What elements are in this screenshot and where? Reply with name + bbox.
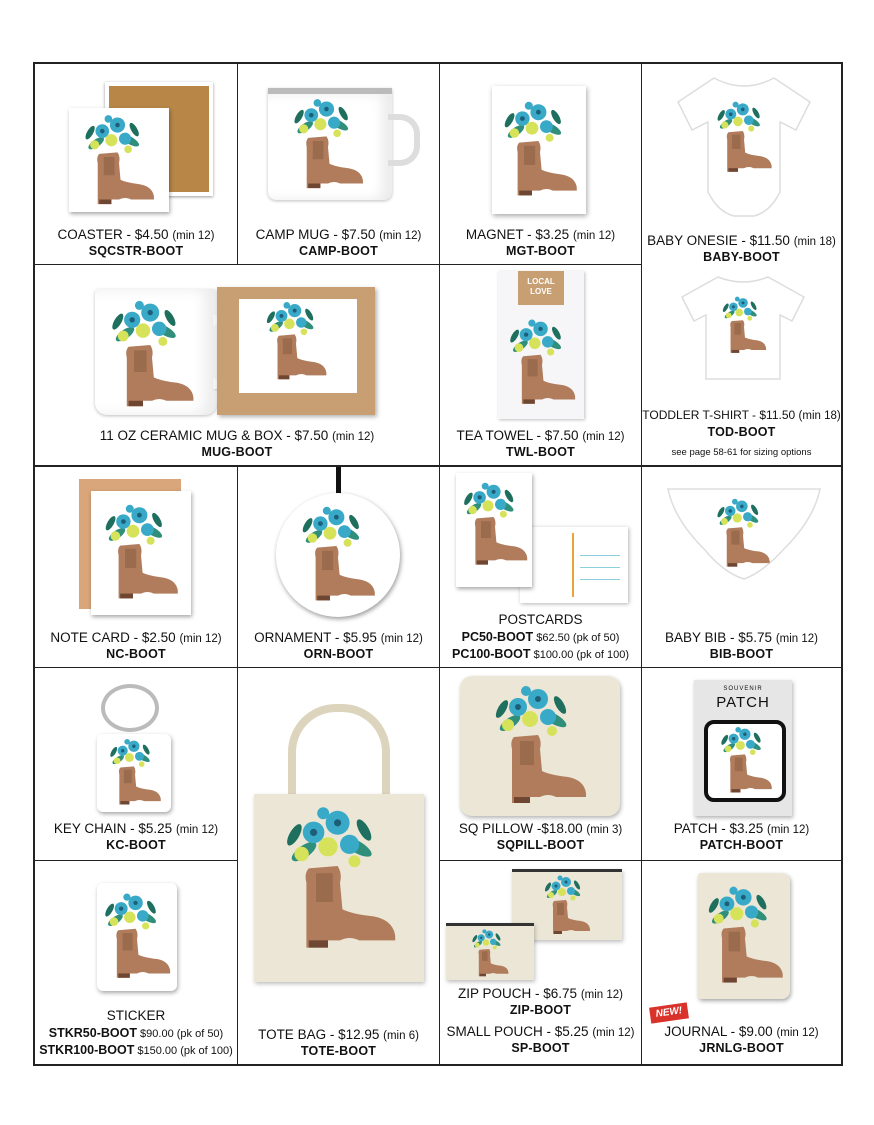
journal-image — [698, 873, 790, 999]
product-min: (min 12) — [775, 633, 819, 645]
product-name: JOURNAL - $9.00 — [664, 1024, 773, 1039]
product-name: CAMP MUG - $7.50 — [255, 227, 376, 242]
tote-bag-image — [254, 794, 424, 982]
product-baby-bib[interactable] — [642, 467, 841, 667]
boot-artwork-icon — [506, 317, 578, 407]
camp-mug-handle — [388, 114, 420, 166]
patch-image — [704, 720, 786, 802]
pillow-image — [460, 676, 620, 816]
boot-artwork-icon — [290, 98, 366, 190]
boot-artwork-icon — [542, 874, 592, 936]
coaster-image — [69, 108, 169, 212]
product-min: (min 12) — [379, 230, 422, 242]
product-min: (min 12) — [175, 824, 219, 836]
product-code: ZIP-BOOT — [509, 1003, 572, 1017]
postcard-front-image — [456, 473, 532, 587]
boot-artwork-icon — [263, 301, 329, 381]
boot-artwork-icon — [81, 114, 157, 206]
sticker-image — [97, 883, 177, 991]
product-name: BABY ONESIE - $11.50 — [647, 233, 790, 248]
product-name: 11 OZ CERAMIC MUG & BOX - $7.50 — [99, 428, 329, 443]
product-name: MAGNET - $3.25 — [465, 227, 570, 242]
product-name: KEY CHAIN - $5.25 — [53, 821, 173, 836]
boot-artwork-icon — [714, 497, 772, 569]
product-code: JRNLG-BOOT — [699, 1041, 784, 1055]
camp-mug-image — [268, 88, 392, 200]
product-min: (min 12) — [172, 230, 215, 242]
new-badge: NEW! — [649, 1002, 689, 1023]
boot-artwork-icon — [460, 481, 530, 567]
product-patch[interactable] — [642, 668, 841, 860]
sticker-title: STICKER — [106, 1008, 166, 1023]
product-name: ZIP POUCH - $6.75 — [458, 986, 578, 1001]
product-min: (min 12) — [582, 431, 625, 443]
product-min: (min 18) — [793, 236, 836, 248]
product-ornament[interactable] — [238, 467, 439, 667]
product-code: SP-BOOT — [511, 1041, 570, 1055]
product-name: NOTE CARD - $2.50 — [50, 630, 176, 645]
boot-artwork-icon — [107, 299, 197, 409]
product-name: PATCH - $3.25 — [673, 821, 764, 836]
product-ceramic-mug[interactable] — [35, 265, 439, 465]
product-name: TEA TOWEL - $7.50 — [456, 428, 579, 443]
product-code: BIB-BOOT — [709, 647, 774, 661]
product-name: BABY BIB - $5.75 — [664, 630, 773, 645]
product-min: (min 6) — [383, 1030, 419, 1042]
postcards-title: POSTCARDS — [498, 612, 583, 627]
boot-artwork-icon — [107, 738, 163, 806]
product-tea-towel[interactable] — [440, 265, 641, 465]
product-code: CAMP-BOOT — [299, 244, 378, 258]
product-min: (min 12) — [332, 431, 375, 443]
small-pouch-image — [446, 923, 534, 980]
postcard-back-image — [520, 527, 628, 603]
product-postcards[interactable]: POSTCARDS PC50-BOOT $62.50 (pk of 50) PC100-BOOT $100.00 (pk of 100) — [440, 467, 641, 667]
product-min: (min 12) — [776, 1027, 819, 1039]
product-name: TODDLER T-SHIRT - $11.50 — [642, 408, 796, 422]
product-code: TOTE-BOOT — [300, 1044, 377, 1058]
product-sq-pillow[interactable] — [440, 668, 641, 860]
product-camp-mug[interactable] — [238, 64, 439, 264]
boot-artwork-icon — [470, 928, 510, 978]
product-key-chain[interactable] — [35, 668, 237, 860]
product-code: BABY-BOOT — [703, 250, 780, 264]
product-code: MGT-BOOT — [506, 244, 575, 258]
boot-artwork-icon — [500, 100, 580, 198]
product-code: TOD-BOOT — [707, 425, 776, 439]
product-code: NC-BOOT — [106, 647, 166, 661]
boot-artwork-icon — [720, 295, 768, 355]
product-tote-bag[interactable] — [238, 668, 439, 1064]
product-name: ORNAMENT - $5.95 — [254, 630, 377, 645]
boot-artwork-icon — [490, 684, 590, 806]
product-code: KC-BOOT — [106, 838, 166, 852]
product-name: SMALL POUCH - $5.25 — [446, 1024, 589, 1039]
patch-label-top: SOUVENIR — [723, 686, 763, 692]
product-name: TOTE BAG - $12.95 — [258, 1027, 380, 1042]
product-pouches[interactable] — [440, 861, 641, 1064]
product-min: (min 12) — [572, 230, 616, 242]
product-code: TWL-BOOT — [506, 445, 575, 459]
boot-artwork-icon — [298, 505, 378, 603]
boot-artwork-icon — [101, 503, 181, 601]
patch-label-main: PATCH — [716, 694, 770, 711]
product-coaster[interactable] — [35, 64, 237, 264]
product-min: (min 12) — [592, 1027, 635, 1039]
tea-towel-image — [498, 271, 584, 419]
product-sticker[interactable]: STICKER STKR50-BOOT $90.00 (pk of 50) STKR100-BOOT $150.00 (pk of 100) — [35, 861, 237, 1064]
product-code: SQPILL-BOOT — [496, 838, 585, 852]
product-baby-onesie[interactable] — [642, 64, 841, 264]
key-chain-image — [97, 734, 171, 812]
key-ring — [101, 684, 159, 732]
product-journal[interactable] — [642, 861, 841, 1064]
mug-box-image — [217, 287, 375, 415]
product-min: (min 3) — [586, 824, 623, 836]
magnet-image — [492, 86, 586, 214]
ornament-image — [276, 493, 400, 617]
tea-towel-tag: LOCAL LOVE — [518, 271, 564, 305]
product-magnet[interactable] — [440, 64, 641, 264]
product-note-card[interactable] — [35, 467, 237, 667]
product-name: COASTER - $4.50 — [57, 227, 169, 242]
product-min: (min 12) — [580, 989, 623, 1001]
product-name: SQ PILLOW -$18.00 — [458, 821, 583, 836]
boot-artwork-icon — [280, 804, 400, 952]
product-code: PATCH-BOOT — [699, 838, 784, 852]
ceramic-mug-image — [95, 289, 217, 415]
product-min: (min 12) — [179, 633, 222, 645]
product-min: (min 12) — [767, 824, 810, 836]
boot-artwork-icon — [718, 726, 774, 794]
boot-artwork-icon — [101, 891, 173, 981]
product-toddler-tshirt[interactable] — [642, 265, 841, 465]
patch-card-image — [694, 680, 792, 816]
sizing-note: see page 58-61 for sizing options — [671, 447, 812, 458]
product-code: SQCSTR-BOOT — [88, 244, 184, 258]
product-min: (min 18) — [798, 410, 841, 422]
boot-artwork-icon — [714, 100, 774, 174]
boot-artwork-icon — [704, 885, 786, 985]
product-code: MUG-BOOT — [201, 445, 273, 459]
product-min: (min 12) — [380, 633, 423, 645]
note-card-image — [91, 491, 191, 615]
product-code: ORN-BOOT — [303, 647, 374, 661]
